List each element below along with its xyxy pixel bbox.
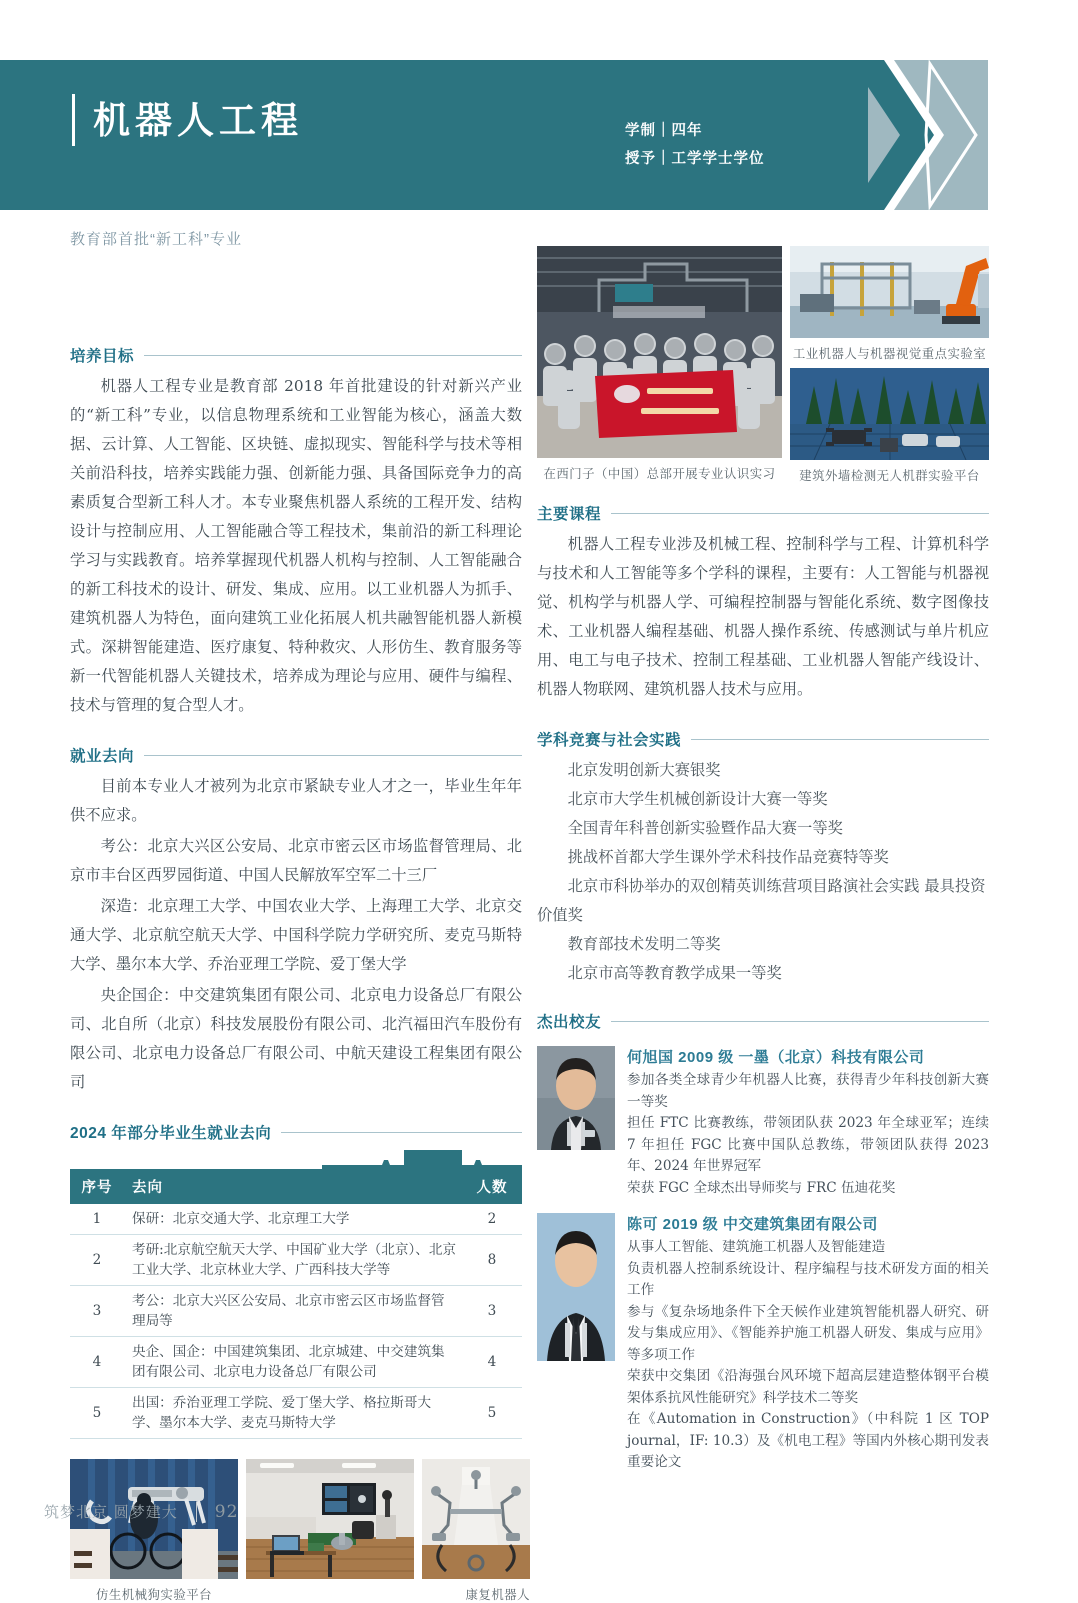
section-heading-competitions bbox=[537, 728, 989, 750]
table-row bbox=[70, 1388, 522, 1439]
cell-count: 8 bbox=[462, 1235, 522, 1286]
alumnus-line: 荣获中交集团《沿海强台风环境下超高层建造整体钢平台模架体系抗风性能研究》科学技术二等奖 bbox=[627, 1368, 989, 1406]
meta-degree: 授予｜工学学士学位 bbox=[625, 151, 765, 167]
right-photo-grid bbox=[537, 246, 989, 484]
cell-dest: 保研：北京交通大学、北京理工大学 bbox=[124, 1204, 462, 1235]
alumnus-line: 荣获 FGC 全球杰出导师奖与 FRC 伍迪花奖 bbox=[627, 1179, 896, 1196]
left-column bbox=[70, 344, 530, 1603]
section-rule bbox=[144, 755, 522, 756]
cell-count: 5 bbox=[462, 1388, 522, 1439]
footer-divider bbox=[196, 1502, 197, 1522]
employment-p2: 考公：北京大兴区公安局、北京市密云区市场监督管理局、北京市丰台区西罗园街道、中国人民解放军空军二十三厂 bbox=[70, 837, 522, 884]
cell-count: 4 bbox=[462, 1337, 522, 1388]
alumnus-line: 担任 FTC 比赛教练，带领团队获 2023 年全球亚军；连续 7 年担任 FGC 比赛中国队总教练，带领团队获得 2023 年、2024 年世界冠军 bbox=[627, 1115, 989, 1174]
section-rule bbox=[144, 355, 522, 356]
alumnus-name: 陈可 2019 级 中交建筑集团有限公司 bbox=[627, 1216, 878, 1233]
cell-no: 1 bbox=[70, 1204, 124, 1235]
page-title: 机器人工程 bbox=[93, 98, 303, 142]
avatar-portrait-icon bbox=[537, 1213, 615, 1361]
section-label: 就业去向 bbox=[70, 748, 135, 765]
grads-table-wrap bbox=[70, 1169, 522, 1439]
alumnus-line: 参加各类全球青少年机器人比赛，获得青少年科技创新大赛一等奖 bbox=[627, 1072, 989, 1110]
goal-paragraph: 机器人工程专业是教育部 2018 年首批建设的针对新兴产业的“新工科”专业，以信息物理系统和工业智能为核心，涵盖大数据、云计算、人工智能、区块链、虚拟现实、智能科学与技术等相关前沿科技，培养实践能力强、创新能力强、具备国际竞争力的高素质复合型新工科人才。本专业聚焦机器人系统的工程开发、结构设计与控制应用、人工智能融合等工程技术，集前沿的新工科理论学习与实践教育。培养掌握现代机器人机构与控制、人工智能融合的新工科技术的设计、研发、集成、应用。以工业机器人为抓手、建筑机器人为特色，面向建筑工业化拓展人机共融智能机器人新模式。深耕智能建造、医疗康复、特种救灾、人形仿生、教育服务等新一代智能机器人关键技术，培养成为理论与应用、硬件与编程、技术与管理的复合型人才。 bbox=[70, 377, 522, 714]
avatar-portrait-icon bbox=[537, 1046, 615, 1150]
employment-p3: 深造：北京理工大学、中国农业大学、上海理工大学、北京交通大学、北京航空航天大学、中国科学院力学研究所、麦克马斯特大学、墨尔本大学、乔治亚理工学院、爱丁堡大学 bbox=[70, 897, 522, 973]
alumnus-line: 负责机器人控制系统设计、程序编程与技术研发方面的相关工作 bbox=[627, 1260, 989, 1298]
courses-paragraph: 机器人工程专业涉及机械工程、控制科学与工程、计算机科学与技术和人工智能等多个学科的课程，主要有：人工智能与机器视觉、机构学与机器人学、可编程控制器与智能化系统、数字图像技术、工业机器人编程基础、机器人操作系统、传感测试与单片机应用、电工与电子技术、控制工程基础、工业机器人智能产线设计、机器人物联网、建筑机器人技术与应用。 bbox=[537, 535, 989, 698]
caption-rehab-robot: 康复机器人 bbox=[465, 1587, 530, 1602]
caption-drone-platform: 建筑外墙检测无人机群实验平台 bbox=[799, 468, 980, 483]
meta-duration: 学制｜四年 bbox=[625, 123, 703, 139]
page-title-group bbox=[72, 94, 303, 146]
employment-p1: 目前本专业人才被列为北京市紧缺专业人才之一，毕业生年年供不应求。 bbox=[70, 777, 522, 824]
employment-p4: 央企国企：中交建筑集团有限公司、北京电力设备总厂有限公司、北自所（北京）科技发展股份有限公司、北汽福田汽车股份有限公司、北京电力设备总厂有限公司、中航天建设工程集团有限公司 bbox=[70, 986, 522, 1091]
section-heading-alumni bbox=[537, 1010, 989, 1032]
page-footer bbox=[44, 1501, 238, 1522]
industrial-robot-lab-photo-icon bbox=[790, 246, 989, 338]
cell-dest: 出国：乔治亚理工学院、爱丁堡大学、格拉斯哥大学、墨尔本大学、麦克马斯特大学 bbox=[124, 1388, 462, 1439]
cell-dest: 考研:北京航空航天大学、中国矿业大学（北京）、北京工业大学、北京林业大学、广西科技大学等 bbox=[124, 1235, 462, 1286]
header-meta bbox=[625, 117, 765, 173]
section-label: 杰出校友 bbox=[537, 1014, 602, 1031]
section-label: 2024 年部分毕业生就业去向 bbox=[70, 1125, 272, 1142]
competition-item: 北京市大学生机械创新设计大赛一等奖 bbox=[567, 790, 828, 808]
photo-industrial-robot-lab bbox=[790, 246, 989, 338]
cell-dest: 考公：北京大兴区公安局、北京市密云区市场监督管理局等 bbox=[124, 1286, 462, 1337]
photo-siemens-visit bbox=[537, 246, 782, 458]
alumnus-name: 何旭国 2009 级 一墨（北京）科技有限公司 bbox=[627, 1049, 925, 1066]
section-rule bbox=[611, 513, 989, 514]
photo-drone-platform bbox=[790, 368, 989, 460]
section-label: 主要课程 bbox=[537, 506, 602, 523]
competition-item: 教育部技术发明二等奖 bbox=[567, 935, 721, 953]
photo-lab-room bbox=[246, 1459, 414, 1579]
section-rule bbox=[691, 739, 989, 740]
section-rule bbox=[611, 1021, 989, 1022]
competition-item: 北京发明创新大赛银奖 bbox=[567, 761, 721, 779]
lab-room-photo-icon bbox=[246, 1459, 414, 1579]
alumnus-line: 从事人工智能、建筑施工机器人及智能建造 bbox=[627, 1239, 886, 1255]
group-photo-icon bbox=[537, 246, 782, 458]
cell-count: 3 bbox=[462, 1286, 522, 1337]
rehab-robot-photo-icon bbox=[422, 1459, 530, 1579]
caption-industrial-robot-lab: 工业机器人与机器视觉重点实验室 bbox=[792, 346, 987, 361]
section-label: 学科竞赛与社会实践 bbox=[537, 732, 682, 749]
cell-count: 2 bbox=[462, 1204, 522, 1235]
section-heading-grads-table bbox=[70, 1121, 522, 1143]
alumnus-details bbox=[627, 1213, 989, 1474]
competition-item: 北京市高等教育教学成果一等奖 bbox=[567, 964, 782, 982]
section-heading-goal bbox=[70, 344, 522, 366]
table-row bbox=[70, 1337, 522, 1388]
col-header-dest: 去向 bbox=[124, 1169, 462, 1204]
table-header-row bbox=[70, 1169, 522, 1204]
section-heading-employment bbox=[70, 744, 522, 766]
cell-no: 2 bbox=[70, 1235, 124, 1286]
program-subtitle: 教育部首批“新工科”专业 bbox=[70, 231, 242, 248]
photo-rehab-robot bbox=[422, 1459, 530, 1579]
cell-no: 3 bbox=[70, 1286, 124, 1337]
col-header-no: 序号 bbox=[70, 1169, 124, 1204]
section-label: 培养目标 bbox=[70, 348, 135, 365]
alumnus-line: 在《Automation in Construction》（中科院 1 区 TOP journal，IF: 10.3）及《机电工程》等国内外核心期刊发表重要论文 bbox=[627, 1411, 989, 1470]
page-number: 92 bbox=[214, 1501, 239, 1522]
grads-table bbox=[70, 1169, 522, 1439]
alumnus-entry bbox=[537, 1213, 989, 1474]
table-row bbox=[70, 1204, 522, 1235]
caption-robot-dog: 仿生机械狗实验平台 bbox=[95, 1587, 212, 1602]
drone-platform-photo-icon bbox=[790, 368, 989, 460]
title-rule bbox=[72, 94, 75, 146]
alumnus-details bbox=[627, 1046, 989, 1199]
bottom-photo-strip bbox=[70, 1459, 530, 1603]
gate-silhouette-icon bbox=[322, 1147, 522, 1171]
competition-item: 挑战杯首都大学生课外学术科技作品竞赛特等奖 bbox=[567, 848, 889, 866]
section-heading-courses bbox=[537, 502, 989, 524]
header-decoration bbox=[868, 60, 988, 210]
alumnus-avatar bbox=[537, 1213, 615, 1361]
alumnus-line: 参与《复杂场地条件下全天候作业建筑智能机器人研究、研发与集成应用》、《智能养护施工机器人研发、集成与应用》等多项工作 bbox=[627, 1303, 989, 1363]
page-header bbox=[0, 60, 1078, 210]
alumnus-avatar bbox=[537, 1046, 615, 1150]
section-rule bbox=[281, 1132, 522, 1133]
table-row bbox=[70, 1235, 522, 1286]
right-column bbox=[537, 246, 989, 1474]
col-header-count: 人数 bbox=[462, 1169, 522, 1204]
alumnus-entry bbox=[537, 1046, 989, 1199]
diamond-chevron-icon bbox=[868, 60, 988, 210]
table-row bbox=[70, 1286, 522, 1337]
footer-slogan: 筑梦北京 圆梦建大 bbox=[44, 1503, 178, 1521]
cell-no: 5 bbox=[70, 1388, 124, 1439]
caption-siemens-visit: 在西门子（中国）总部开展专业认识实习 bbox=[543, 466, 776, 481]
cell-dest: 央企、国企：中国建筑集团、北京城建、中交建筑集团有限公司、北京电力设备总厂有限公司 bbox=[124, 1337, 462, 1388]
competition-item: 北京市科协举办的双创精英训练营项目路演社会实践 最具投资价值奖 bbox=[537, 877, 986, 924]
cell-no: 4 bbox=[70, 1337, 124, 1388]
competition-item: 全国青年科普创新实验暨作品大赛一等奖 bbox=[567, 819, 843, 837]
